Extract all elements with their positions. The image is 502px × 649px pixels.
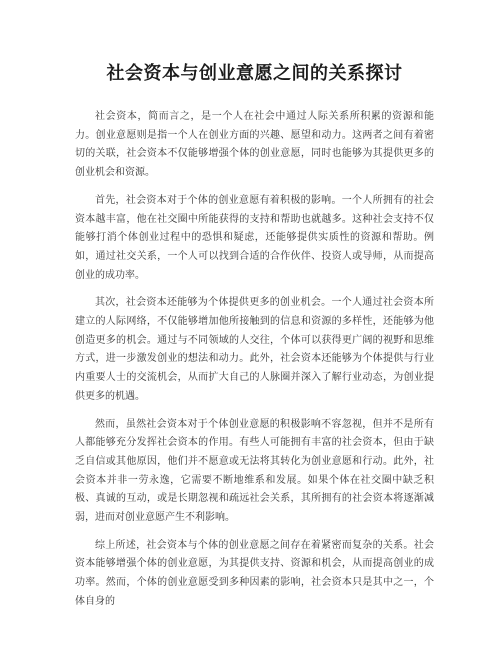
document-title: 社会资本与创业意愿之间的关系探讨: [106, 63, 403, 84]
paragraph-intro: 社会资本，简而言之，是一个人在社会中通过人际关系所积累的资源和能力。创业意愿则是指一个人在创业方面的兴趣、愿望和动力。这两者之间有着密切的关联，社会资本不仅能够增强个体的创业意愿，同时也能够为其提供更多的创业机会和资源。: [75, 111, 434, 179]
paragraph-second-point: 其次，社会资本还能够为个体提供更多的创业机会。一个人通过社会资本所建立的人际网络，不仅能够增加他所接触到的信息和资源的多样性，还能够为他创造更多的机会。通过与不同领域的人交往，个体可以获得更广阔的视野和思维方式，进一步激发创业的想法和动力。此外，社会资本还能够为个体提供与行业内重要人士的交流机会，从而扩大自己的人脉圈并深入了解行业动态，为创业提供更多的机遇。: [75, 297, 434, 402]
paragraph-however: 然而，虽然社会资本对于个体创业意愿的积极影响不容忽视，但并不是所有人都能够充分发挥社会资本的作用。有些人可能拥有丰富的社会资本，但由于缺乏自信或其他原因，他们并不愿意或无法将其转化为创业意愿和行动。此外，社会资本并非一劳永逸，它需要不断地维系和发展。如果个体在社交圈中缺乏积极、真诚的互动，或是长期忽视和疏远社会关系，其所拥有的社会资本将逐渐减弱，进而对创业意愿产生不利影响。: [75, 418, 434, 524]
paragraph-first-point: 首先，社会资本对于个体的创业意愿有着积极的影响。一个人所拥有的社会资本越丰富，他在社交圈中所能获得的支持和帮助也就越多。这种社会支持不仅能够打消个体创业过程中的恐惧和疑虑，还能够提供实质性的资源和帮助。例如，通过社交关系，一个人可以找到合适的合作伙伴、投资人或导师，从而提高创业的成功率。: [75, 194, 434, 281]
paragraph-conclusion: 综上所述，社会资本与个体的创业意愿之间存在着紧密而复杂的关系。社会资本能够增强个体的创业意愿，为其提供支持、资源和机会，从而提高创业的成功率。然而，个体的创业意愿受到多种因素的影响，社会资本只是其中之一，个体自身的: [75, 539, 434, 607]
